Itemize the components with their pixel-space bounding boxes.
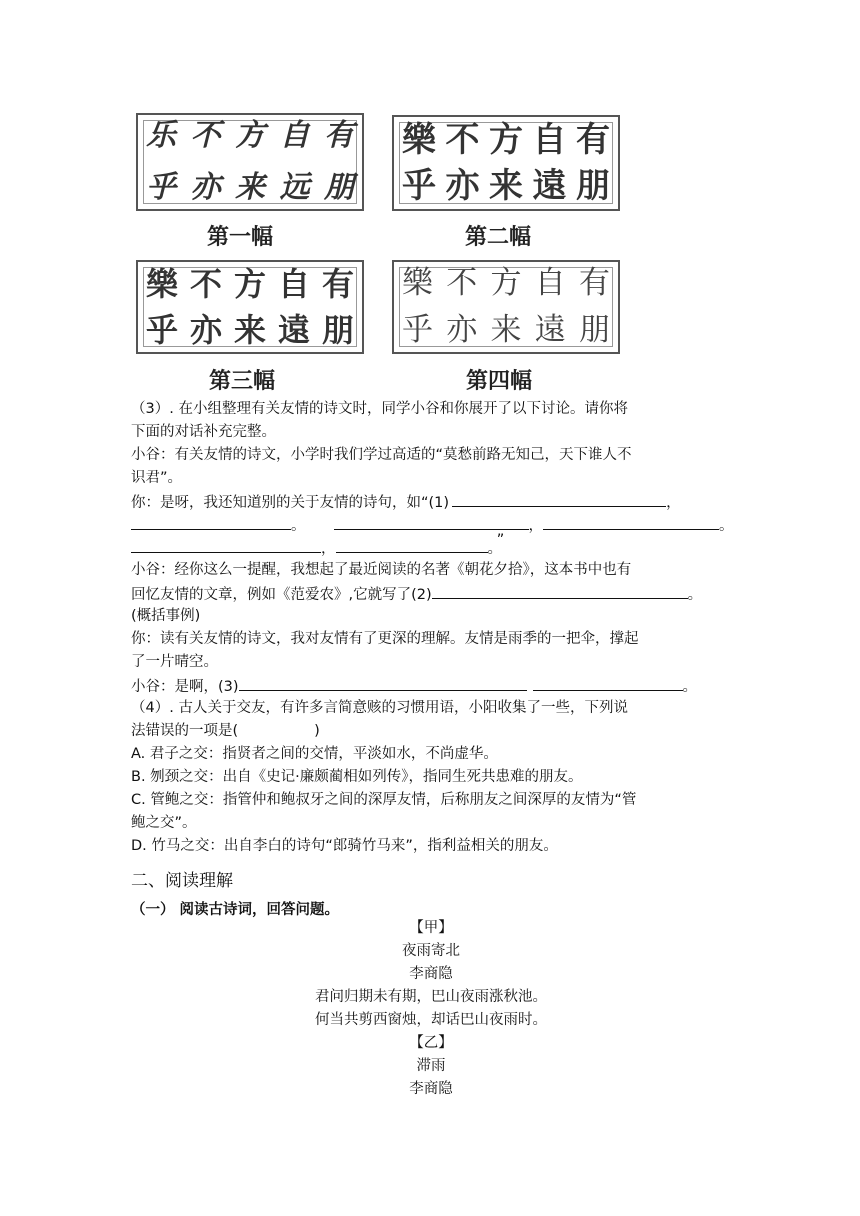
calligraphy-char: 乐 bbox=[146, 118, 176, 153]
calligraphy-char: 朋 bbox=[324, 170, 354, 205]
calligraphy-char: 亦 bbox=[445, 166, 480, 206]
calligraphy-column bbox=[146, 265, 179, 349]
poem-b-title: 滞雨 bbox=[416, 1058, 446, 1074]
q3-xiaogu2-prefix: 回忆友情的文章，例如《范爱农》,它就写了(2) bbox=[131, 587, 432, 603]
answer-blank-3b[interactable] bbox=[533, 674, 683, 691]
calligraphy-figure-1 bbox=[136, 113, 364, 211]
section-title: 二、阅读理解 bbox=[131, 871, 233, 891]
punct-period: 。 bbox=[487, 541, 495, 557]
q3-xiaogu2-line-2 bbox=[131, 582, 731, 607]
answer-blank-1a[interactable] bbox=[452, 490, 666, 507]
poem-a-line-1: 君问归期未有期，巴山夜雨涨秋池。 bbox=[315, 989, 547, 1005]
calligraphy-column bbox=[446, 265, 478, 348]
calligraphy-char: 自 bbox=[532, 120, 567, 160]
poem-b-label: 【乙】 bbox=[409, 1035, 453, 1051]
poem-a-line-2: 何当共剪西窗烛，却话巴山夜雨时。 bbox=[315, 1012, 547, 1028]
calligraphy-char: 有 bbox=[576, 120, 610, 160]
calligraphy-column bbox=[445, 120, 480, 206]
calligraphy-char: 朋 bbox=[576, 166, 610, 206]
calligraphy-figure-2 bbox=[392, 115, 620, 211]
punct-period: 。 bbox=[719, 518, 734, 534]
answer-blank-1b[interactable] bbox=[131, 513, 291, 530]
q3-xiaogu2-line-3: (概括事例) bbox=[131, 608, 201, 624]
calligraphy-char: 樂 bbox=[146, 265, 179, 303]
calligraphy-column bbox=[402, 265, 433, 348]
calligraphy-char: 乎 bbox=[146, 170, 176, 205]
calligraphy-char: 远 bbox=[279, 170, 310, 205]
calligraphy-column bbox=[532, 120, 567, 206]
q4-option-a: A. 君子之交：指贤者之间的交情，平淡如水，不尚虚华。 bbox=[131, 746, 498, 762]
calligraphy-column bbox=[576, 120, 610, 206]
answer-blank-1f[interactable] bbox=[336, 536, 488, 553]
q3-xiaogu3-prefix: 小谷：是啊，(3) bbox=[131, 679, 239, 695]
calligraphy-char: 来 bbox=[489, 166, 523, 206]
poem-b-author: 李商隐 bbox=[409, 1081, 453, 1097]
answer-blank-3a[interactable] bbox=[239, 674, 527, 691]
calligraphy-column bbox=[489, 120, 523, 206]
calligraphy-column bbox=[279, 118, 310, 205]
punct-comma: ， bbox=[666, 495, 681, 511]
punct-comma: ， bbox=[528, 518, 543, 534]
answer-blank-1d[interactable] bbox=[543, 513, 719, 530]
q3-you-answer-line-3 bbox=[131, 532, 731, 561]
punct-period: 。 bbox=[291, 518, 306, 534]
q3-xiaogu-line-2: 识君”。 bbox=[131, 470, 183, 486]
subsection-title: （一） 阅读古诗词，回答问题。 bbox=[131, 902, 340, 918]
calligraphy-char: 来 bbox=[235, 170, 265, 205]
calligraphy-column bbox=[534, 265, 566, 348]
poem-a-author: 李商隐 bbox=[409, 966, 453, 982]
calligraphy-char: 不 bbox=[445, 120, 480, 160]
quote-end: ” bbox=[496, 532, 505, 548]
poem-a-title: 夜雨寄北 bbox=[402, 943, 460, 959]
punct-period: 。 bbox=[687, 587, 703, 603]
calligraphy-char: 自 bbox=[279, 118, 310, 153]
calligraphy-char: 方 bbox=[489, 120, 523, 160]
calligraphy-char: 乎 bbox=[146, 311, 179, 349]
calligraphy-column bbox=[189, 265, 222, 349]
q3-xiaogu3-line bbox=[131, 674, 731, 699]
q3-intro-line-2: 下面的对话补充完整。 bbox=[131, 424, 276, 440]
q4-option-d: D. 竹马之交：出自李白的诗句“郎骑竹马来”，指利益相关的朋友。 bbox=[131, 838, 558, 854]
calligraphy-char: 朋 bbox=[321, 311, 354, 349]
q4-option-b: B. 刎颈之交：出自《史记·廉颇蔺相如列传》，指同生死共患难的朋友。 bbox=[131, 769, 583, 785]
figure-caption-4: 第四幅 bbox=[466, 368, 533, 394]
calligraphy-char: 亦 bbox=[189, 311, 222, 349]
calligraphy-column bbox=[277, 265, 310, 349]
calligraphy-char: 不 bbox=[189, 265, 222, 303]
calligraphy-char: 樂 bbox=[402, 120, 436, 160]
calligraphy-char: 乎 bbox=[402, 312, 433, 348]
q3-you-answer-line-1 bbox=[131, 490, 731, 515]
q3-you-prefix: 你：是呀，我还知道别的关于友情的诗句，如“(1) bbox=[131, 495, 450, 511]
calligraphy-char: 乎 bbox=[402, 166, 436, 206]
calligraphy-column bbox=[146, 118, 176, 205]
calligraphy-char: 自 bbox=[277, 265, 310, 303]
calligraphy-char: 方 bbox=[490, 265, 522, 301]
calligraphy-column bbox=[579, 265, 610, 348]
calligraphy-char: 方 bbox=[233, 265, 266, 303]
q4-option-c-line-2: 鲍之交”。 bbox=[131, 815, 197, 831]
calligraphy-column bbox=[321, 265, 354, 349]
calligraphy-column bbox=[233, 265, 266, 349]
calligraphy-column bbox=[402, 120, 436, 206]
figure-caption-3: 第三幅 bbox=[209, 368, 276, 394]
calligraphy-char: 方 bbox=[235, 118, 265, 153]
calligraphy-char: 来 bbox=[233, 311, 266, 349]
calligraphy-column bbox=[490, 265, 522, 348]
calligraphy-char: 朋 bbox=[579, 312, 610, 348]
calligraphy-char: 遠 bbox=[277, 311, 310, 349]
answer-blank-1e[interactable] bbox=[131, 536, 321, 553]
q3-you-answer-line-2 bbox=[131, 513, 734, 538]
poem-a-label: 【甲】 bbox=[409, 920, 453, 936]
q3-you2-line-1: 你：读有关友情的诗文，我对友情有了更深的理解。友情是雨季的一把伞，撑起 bbox=[131, 631, 639, 647]
calligraphy-column bbox=[324, 118, 354, 205]
punct-period: 。 bbox=[682, 679, 698, 695]
figure-caption-1: 第一幅 bbox=[207, 224, 274, 250]
calligraphy-char: 不 bbox=[190, 118, 221, 153]
calligraphy-char: 亦 bbox=[446, 312, 478, 348]
calligraphy-char: 不 bbox=[446, 265, 478, 301]
calligraphy-char: 有 bbox=[324, 118, 354, 153]
calligraphy-char: 有 bbox=[321, 265, 354, 303]
calligraphy-char: 自 bbox=[534, 265, 566, 301]
q3-you2-line-2: 了一片晴空。 bbox=[131, 654, 218, 670]
calligraphy-char: 遠 bbox=[532, 166, 567, 206]
calligraphy-char: 遠 bbox=[534, 312, 566, 348]
q4-intro-line-2 bbox=[131, 720, 731, 743]
calligraphy-char: 有 bbox=[579, 265, 610, 301]
q4-intro-line-1: （4）. 古人关于交友，有许多言简意赅的习惯用语，小阳收集了一些，下列说 bbox=[131, 700, 628, 716]
calligraphy-figure-3 bbox=[136, 260, 364, 354]
answer-blank-2[interactable] bbox=[432, 582, 688, 599]
q3-intro-line-1: （3）. 在小组整理有关友情的诗文时，同学小谷和你展开了以下讨论。请你将 bbox=[131, 401, 628, 417]
calligraphy-char: 亦 bbox=[190, 170, 221, 205]
q4-question-prefix: 法错误的一项是( bbox=[131, 723, 239, 739]
q4-question-suffix: ) bbox=[314, 723, 320, 739]
q3-xiaogu-line-1: 小谷：有关友情的诗文，小学时我们学过高适的“莫愁前路无知己，天下谁人不 bbox=[131, 447, 632, 463]
calligraphy-char: 樂 bbox=[402, 265, 433, 301]
figure-caption-2: 第二幅 bbox=[465, 224, 532, 250]
calligraphy-figure-4 bbox=[392, 260, 620, 354]
calligraphy-column bbox=[235, 118, 265, 205]
punct-comma: ， bbox=[321, 541, 336, 557]
q4-option-c-line-1: C. 管鲍之交：指管仲和鲍叔牙之间的深厚友情，后称朋友之间深厚的友情为“管 bbox=[131, 792, 637, 808]
answer-blank-1c[interactable] bbox=[334, 513, 529, 530]
calligraphy-char: 来 bbox=[490, 312, 522, 348]
q3-xiaogu2-line-1: 小谷：经你这么一提醒，我想起了最近阅读的名著《朝花夕拾》，这本书中也有 bbox=[131, 562, 632, 578]
calligraphy-column bbox=[190, 118, 221, 205]
